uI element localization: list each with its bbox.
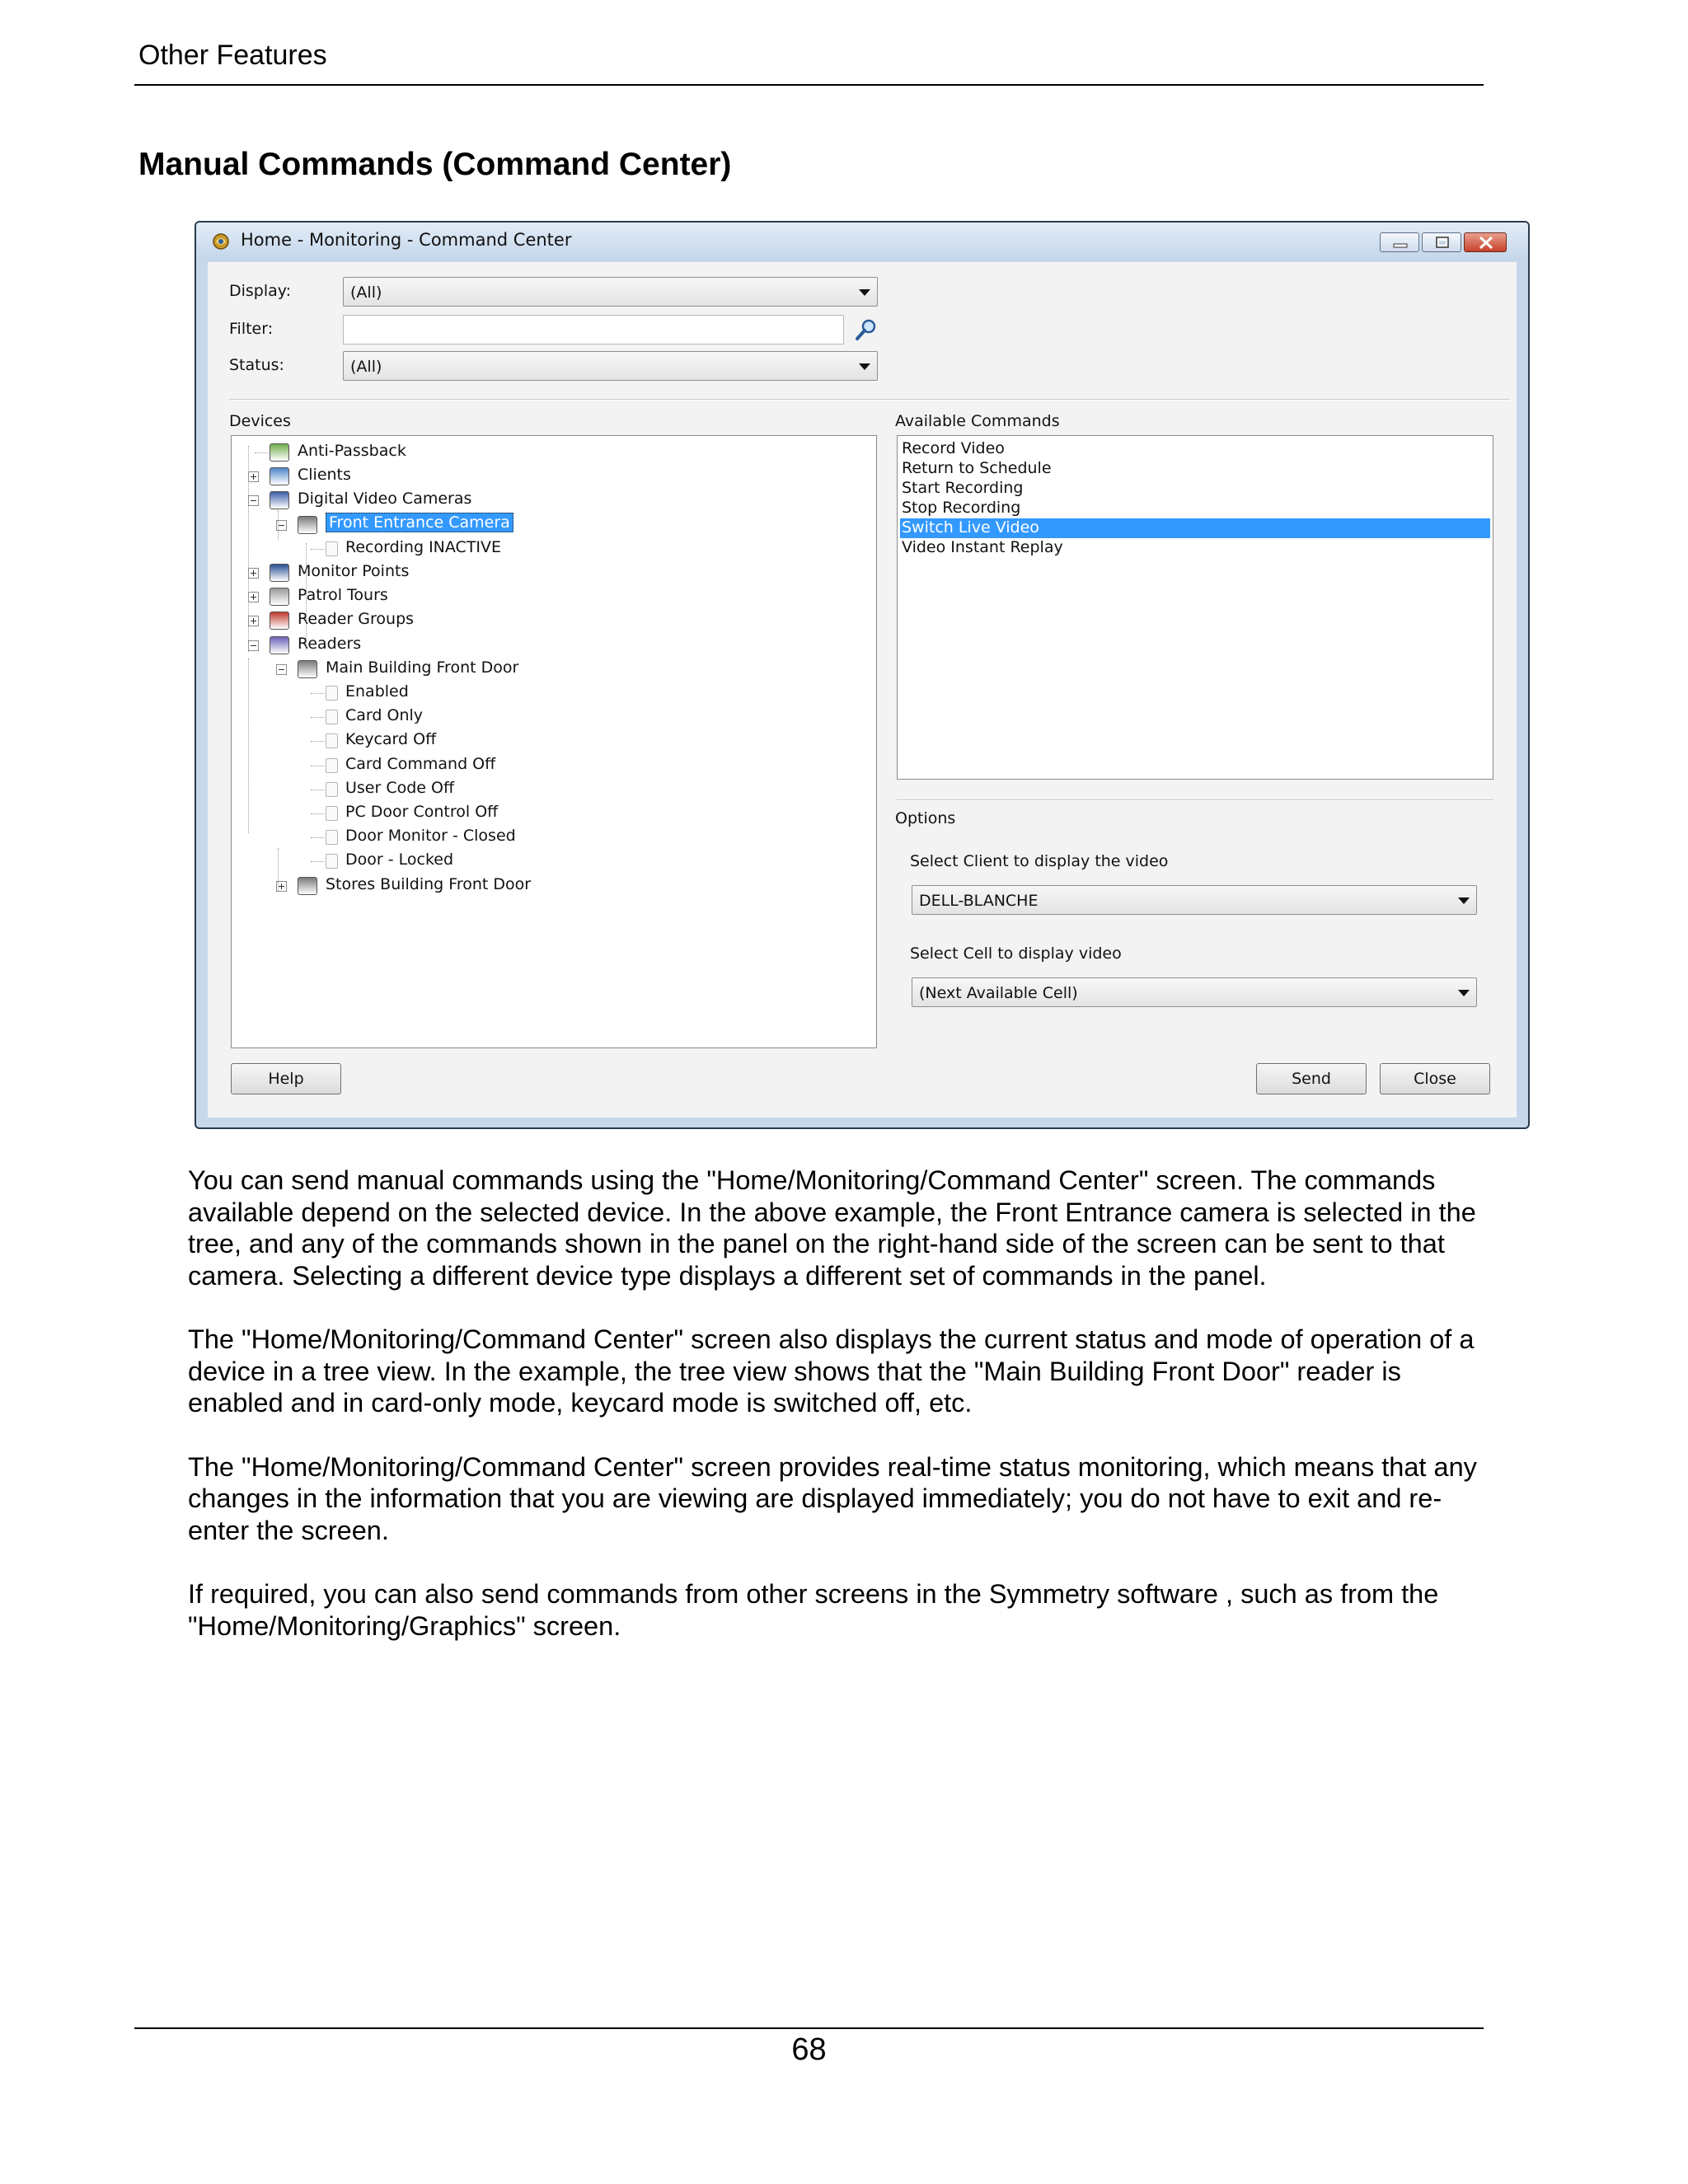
tree-connector [311, 549, 324, 550]
body-text [188, 1165, 1486, 1674]
paragraph: If required, you can also send commands from other screens in the Symmetry software , such as from the "Home/Monitoring/Graphics" screen. [188, 1579, 1439, 1641]
help-button[interactable]: Help [231, 1063, 341, 1094]
status-select[interactable] [343, 351, 878, 381]
close-icon [1465, 233, 1507, 253]
chevron-down-icon [1458, 898, 1470, 904]
tree-item[interactable] [232, 634, 876, 657]
tree-item-label: Card Command Off [345, 754, 496, 773]
send-button[interactable]: Send [1256, 1063, 1367, 1094]
tree-item-label: Monitor Points [298, 562, 410, 580]
device-group-icon [270, 564, 289, 582]
tree-item[interactable] [232, 561, 876, 584]
tree-item[interactable] [232, 850, 876, 873]
tree-connector [311, 861, 324, 862]
tree-item[interactable] [232, 585, 876, 608]
tree-item-label: Enabled [345, 682, 409, 701]
window-title: Home - Monitoring - Command Center [241, 230, 572, 250]
status-icon [326, 782, 338, 797]
tree-item[interactable] [232, 465, 876, 488]
tree-item[interactable] [232, 658, 876, 681]
tree-item-label: Reader Groups [298, 610, 415, 629]
chevron-down-icon [859, 289, 870, 296]
tree-item-label: User Code Off [345, 778, 455, 797]
device-group-icon [270, 491, 289, 509]
tree-connector [248, 446, 249, 652]
display-label: Display: [229, 282, 292, 300]
tree-connector [311, 717, 324, 718]
cell-select-value: (Next Available Cell) [919, 984, 1078, 1002]
symmetry-app-icon [211, 232, 231, 251]
options-divider [897, 799, 1493, 801]
expand-icon[interactable] [248, 616, 259, 626]
devices-tree[interactable] [231, 435, 877, 1048]
tree-item[interactable] [232, 609, 876, 632]
command-item[interactable]: Start Recording [902, 479, 1024, 497]
tree-connector [278, 848, 279, 891]
device-group-icon [270, 588, 289, 606]
status-icon [326, 541, 338, 556]
minimize-button[interactable] [1380, 232, 1419, 252]
available-commands-label: Available Commands [895, 412, 1060, 430]
tree-item-label: Anti-Passback [298, 442, 406, 460]
filter-label: Filter: [229, 320, 274, 338]
status-icon [326, 830, 338, 845]
tree-connector [278, 510, 279, 540]
options-label: Options [895, 809, 956, 827]
command-item[interactable]: Stop Recording [902, 499, 1021, 517]
command-item[interactable]: Record Video [902, 439, 1005, 457]
footer-rule [134, 2027, 1484, 2029]
collapse-icon[interactable] [248, 495, 259, 506]
reader-icon [298, 877, 317, 895]
section-title: Manual Commands (Command Center) [138, 147, 732, 182]
status-icon [326, 854, 338, 869]
device-group-icon [270, 636, 289, 654]
expand-icon[interactable] [248, 592, 259, 602]
status-label: Status: [229, 356, 284, 374]
expand-icon[interactable] [248, 568, 259, 579]
camera-icon [298, 516, 317, 534]
available-commands-list[interactable] [897, 435, 1493, 780]
page-number: 68 [791, 2032, 827, 2067]
tree-item[interactable] [232, 705, 876, 729]
tree-item-label: Readers [298, 634, 362, 653]
status-icon [326, 733, 338, 748]
window-client-area [208, 262, 1517, 1118]
tree-item-label: Door Monitor - Closed [345, 827, 516, 846]
command-item[interactable]: Switch Live Video [900, 518, 1490, 538]
collapse-icon[interactable] [276, 664, 287, 675]
status-icon [326, 806, 338, 821]
chevron-down-icon [859, 363, 870, 370]
display-select[interactable] [343, 277, 878, 307]
tree-item-label: Keycard Off [345, 730, 437, 749]
tree-connector [311, 813, 324, 814]
select-cell-label: Select Cell to display video [910, 944, 1122, 963]
tree-connector [306, 543, 307, 650]
tree-item-label: Stores Building Front Door [326, 874, 532, 893]
tree-item[interactable] [232, 729, 876, 752]
maximize-icon [1423, 233, 1462, 253]
tree-item[interactable] [232, 682, 876, 705]
paragraph: The "Home/Monitoring/Command Center" screen also displays the current status and mode of operation of a device in a tree view. In the example, the tree view shows that the "Main Building Front Door" reader is enabled and in card-only mode, keycard mode is switched off, etc. [188, 1324, 1475, 1418]
device-group-icon [270, 467, 289, 485]
tree-connector [311, 741, 324, 742]
tree-item[interactable] [232, 441, 876, 464]
tree-connector [311, 693, 324, 694]
tree-item[interactable] [232, 754, 876, 777]
client-select-value: DELL-BLANCHE [919, 892, 1039, 910]
tree-item[interactable] [232, 537, 876, 560]
command-item[interactable]: Video Instant Replay [902, 538, 1063, 556]
client-select[interactable] [912, 885, 1477, 915]
close-button[interactable]: Close [1380, 1063, 1490, 1094]
tree-item-label: PC Door Control Off [345, 803, 499, 821]
expand-icon[interactable] [248, 471, 259, 482]
tree-item[interactable] [232, 802, 876, 825]
group-divider [229, 399, 1509, 401]
tree-item-label: Clients [298, 466, 351, 485]
running-header: Other Features [138, 40, 327, 71]
status-icon [326, 710, 338, 724]
select-client-label: Select Client to display the video [910, 852, 1169, 870]
device-group-icon [270, 612, 289, 630]
tree-item[interactable] [232, 874, 876, 898]
maximize-button[interactable] [1422, 232, 1461, 252]
tree-item-label: Patrol Tours [298, 586, 388, 605]
tree-connector [311, 837, 324, 838]
device-group-icon [270, 443, 289, 462]
collapse-icon[interactable] [248, 640, 259, 651]
command-center-window [195, 221, 1530, 1129]
tree-item-label: Digital Video Cameras [298, 490, 472, 509]
search-icon[interactable] [853, 316, 879, 343]
tree-item[interactable] [232, 489, 876, 512]
paragraph: You can send manual commands using the "Home/Monitoring/Command Center" screen. The commands available depend on the selected device. In the above example, the Front Entrance camera is selected in the tree, and any of the commands shown in the panel on the right-hand side of the screen can be sent to that camera. Selecting a different device type displays a different set of commands in the panel. [188, 1165, 1476, 1291]
header-rule [134, 84, 1484, 86]
tree-item[interactable] [232, 513, 876, 537]
status-icon [326, 758, 338, 773]
command-item[interactable]: Return to Schedule [902, 459, 1052, 477]
filter-input[interactable] [343, 315, 844, 344]
devices-label: Devices [229, 412, 291, 430]
window-close-button[interactable] [1464, 232, 1507, 252]
tree-connector [248, 658, 249, 833]
tree-item-label: Recording INACTIVE [345, 537, 502, 556]
paragraph: The "Home/Monitoring/Command Center" screen provides real-time status monitoring, which means that any changes in the information that you are viewing are displayed immediately; you do not have to exit and re-enter the screen. [188, 1451, 1477, 1545]
tree-item-label: Front Entrance Camera [326, 513, 513, 532]
window-titlebar[interactable] [196, 223, 1528, 260]
reader-icon [298, 660, 317, 678]
status-select-value: (All) [350, 358, 382, 376]
status-icon [326, 686, 338, 701]
tree-connector [255, 452, 268, 453]
tree-item-label: Door - Locked [345, 851, 454, 869]
tree-item-label: Main Building Front Door [326, 658, 519, 677]
tree-item[interactable] [232, 778, 876, 801]
cell-select[interactable] [912, 977, 1477, 1007]
tree-item-label: Card Only [345, 706, 424, 725]
chevron-down-icon [1458, 990, 1470, 996]
display-select-value: (All) [350, 284, 382, 302]
tree-item[interactable] [232, 826, 876, 849]
minimize-icon [1381, 233, 1420, 253]
